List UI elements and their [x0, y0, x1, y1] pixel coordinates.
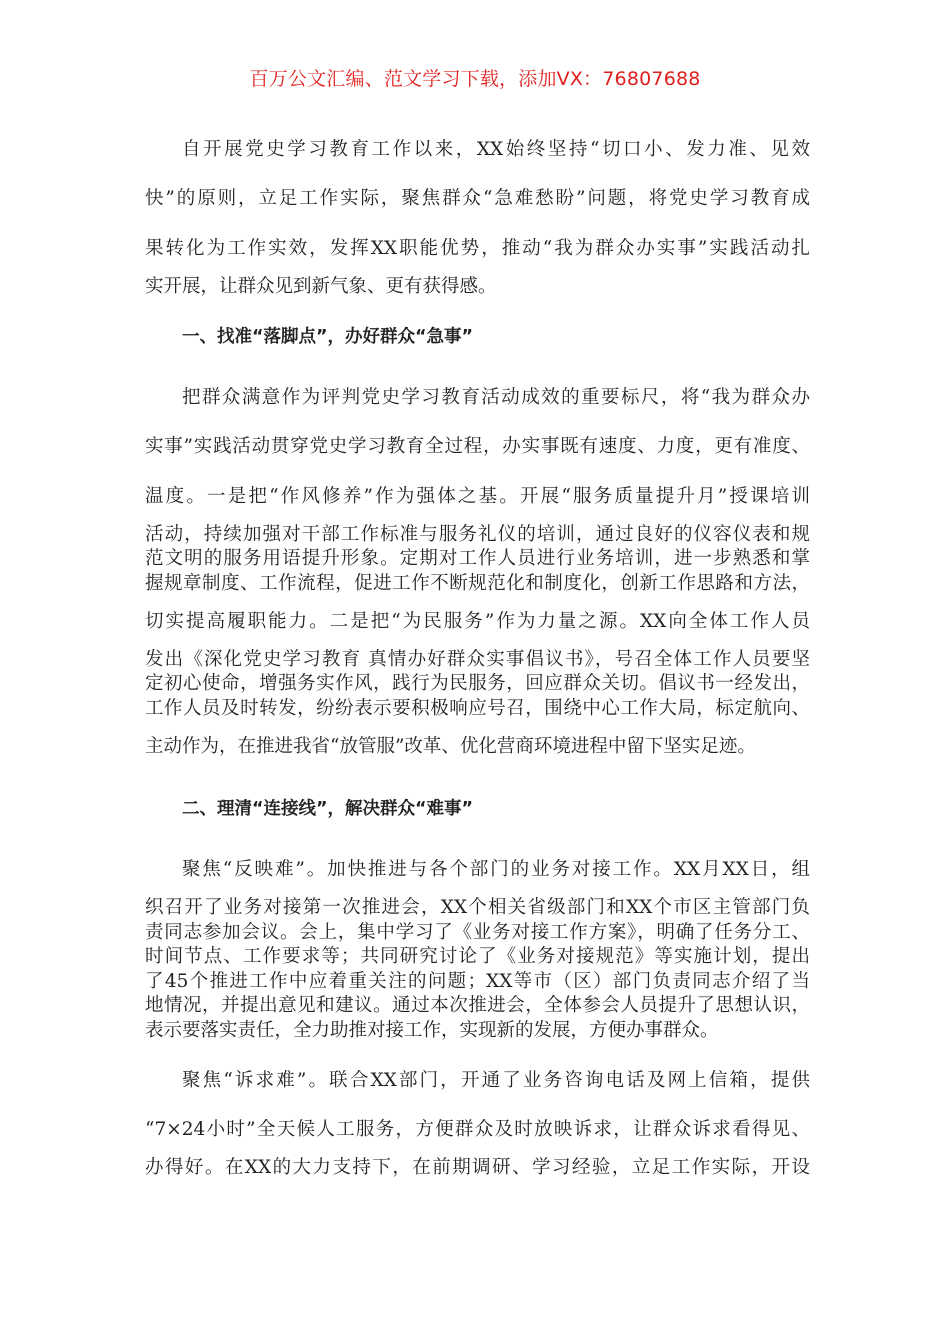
paragraph-line: 办得好。在XX的大力支持下，在前期调研、学习经验，立足工作实际，开设 — [145, 1157, 810, 1178]
paragraph-line: 时间节点、工作要求等；共同研究讨论了《业务对接规范》等实施计划，提出 — [145, 946, 810, 967]
paragraph-line: 发出《深化党史学习教育 真情办好群众实事倡议书》，号召全体工作人员要坚 — [145, 649, 810, 670]
paragraph-line: 地情况，并提出意见和建议。通过本次推进会，全体参会人员提升了思想认识， — [145, 995, 810, 1016]
paragraph-line: “7×24小时”全天候人工服务，方便群众及时放映诉求，让群众诉求看得见、 — [145, 1119, 810, 1140]
paragraph-line: 切实提高履职能力。二是把“为民服务”作为力量之源。XX向全体工作人员 — [145, 611, 810, 632]
paragraph-line: 聚焦“诉求难”。联合XX部门，开通了业务咨询电话及网上信箱，提供 — [182, 1070, 810, 1091]
paragraph-line: 范文明的服务用语提升形象。定期对工作人员进行业务培训，进一步熟悉和掌 — [145, 548, 810, 569]
section-heading: 二、理清“连接线”，解决群众“难事” — [182, 799, 474, 819]
paragraph-line: 果转化为工作实效，发挥XX职能优势，推动“我为群众办实事”实践活动扎 — [145, 238, 810, 259]
paragraph-line: 定初心使命，增强务实作风，践行为民服务，回应群众关切。倡议书一经发出， — [145, 673, 810, 694]
paragraph-line: 自开展党史学习教育工作以来，XX始终坚持“切口小、发力准、见效 — [182, 139, 810, 160]
paragraph-line: 织召开了业务对接第一次推进会，XX个相关省级部门和XX个市区主管部门负 — [145, 897, 810, 918]
paragraph-line: 活动，持续加强对干部工作标准与服务礼仪的培训，通过良好的仪容仪表和规 — [145, 524, 810, 545]
paragraph-line: 责同志参加会议。会上，集中学习了《业务对接工作方案》，明确了任务分工、 — [145, 922, 810, 943]
paragraph-line: 快”的原则，立足工作实际，聚焦群众“急难愁盼”问题，将党史学习教育成 — [145, 188, 810, 209]
paragraph-line: 聚焦“反映难”。加快推进与各个部门的业务对接工作。XX月XX日，组 — [182, 859, 810, 880]
paragraph-line: 实事”实践活动贯穿党史学习教育全过程，办实事既有速度、力度，更有准度、 — [145, 436, 810, 457]
paragraph-line: 实开展，让群众见到新气象、更有获得感。 — [145, 276, 497, 297]
paragraph-line: 工作人员及时转发，纷纷表示要积极响应号召，围绕中心工作大局，标定航向、 — [145, 698, 810, 719]
section-heading: 一、找准“落脚点”，办好群众“急事” — [182, 327, 474, 347]
paragraph-line: 了45个推进工作中应着重关注的问题；XX等市（区）部门负责同志介绍了当 — [145, 971, 810, 992]
page-header-banner: 百万公文汇编、范文学习下载，添加VX：76807688 — [249, 68, 701, 90]
paragraph-line: 握规章制度、工作流程，促进工作不断规范化和制度化，创新工作思路和方法， — [145, 573, 810, 594]
paragraph-line: 表示要落实责任，全力助推对接工作，实现新的发展，方便办事群众。 — [145, 1020, 719, 1041]
paragraph-line: 把群众满意作为评判党史学习教育活动成效的重要标尺，将“我为群众办 — [182, 387, 810, 408]
paragraph-line: 温度。一是把“作风修养”作为强体之基。开展“服务质量提升月”授课培训 — [145, 486, 810, 507]
paragraph-line: 主动作为，在推进我省“放管服”改革、优化营商环境进程中留下坚实足迹。 — [145, 736, 756, 757]
